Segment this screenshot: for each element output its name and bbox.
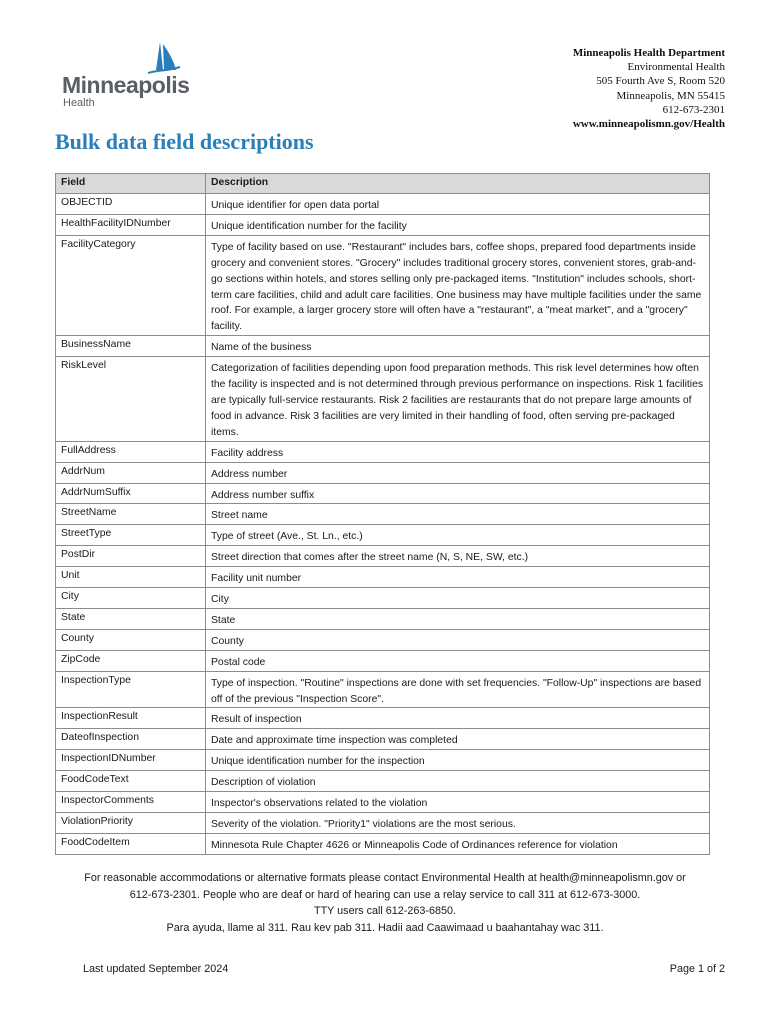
field-description-cell: Minnesota Rule Chapter 4626 or Minneapolis Code of Ordinances reference for violation — [206, 833, 710, 854]
field-name-cell: FullAddress — [56, 441, 206, 462]
field-name-cell: PostDir — [56, 546, 206, 567]
department-address-block — [573, 46, 725, 131]
field-description-cell: Date and approximate time inspection was completed — [206, 729, 710, 750]
table-row — [56, 792, 710, 813]
field-table — [55, 173, 710, 855]
field-name-cell: City — [56, 588, 206, 609]
field-description-cell: Unique identification number for the facility — [206, 214, 710, 235]
table-row — [56, 750, 710, 771]
website-link[interactable]: www.minneapolismn.gov/Health — [572, 118, 725, 131]
field-name-cell: RiskLevel — [56, 357, 206, 442]
table-row — [56, 357, 710, 442]
field-description-cell: Inspector's observations related to the violation — [206, 792, 710, 813]
field-name-cell: DateofInspection — [56, 729, 206, 750]
dept-name: Minneapolis Health Department — [572, 47, 725, 59]
footer-line4: Para ayuda, llame al 311. Rau kev pab 311. Hadii aad Caawimaad u baahantahay wac 311. — [166, 921, 604, 934]
field-description-cell: Street direction that comes after the street name (N, S, NE, SW, etc.) — [206, 546, 710, 567]
table-row — [56, 567, 710, 588]
field-name-cell: ViolationPriority — [56, 813, 206, 834]
table-row — [56, 833, 710, 854]
field-description-cell: Description of violation — [206, 771, 710, 792]
table-row — [56, 708, 710, 729]
table-row — [56, 671, 710, 708]
table-row — [56, 588, 710, 609]
field-name-cell: OBJECTID — [56, 194, 206, 215]
dept-division: Environmental Health — [627, 61, 725, 74]
table-row — [56, 235, 710, 335]
field-description-cell: County — [206, 629, 710, 650]
logo-text: Minneapolis — [62, 72, 190, 98]
header-description: Description — [206, 174, 710, 194]
field-description-cell: State — [206, 608, 710, 629]
table-row — [56, 608, 710, 629]
table-row — [56, 214, 710, 235]
field-description-cell: Name of the business — [206, 336, 710, 357]
field-name-cell: HealthFacilityIDNumber — [56, 214, 206, 235]
field-name-cell: StreetName — [56, 504, 206, 525]
header-field: Field — [56, 174, 206, 194]
field-name-cell: InspectionType — [56, 671, 206, 708]
table-row — [56, 629, 710, 650]
field-name-cell: FoodCodeItem — [56, 833, 206, 854]
field-description-cell: Type of street (Ave., St. Ln., etc.) — [206, 525, 710, 546]
table-row — [56, 194, 710, 215]
footer-line1: For reasonable accommodations or alternative formats please contact Environmental Health at health@minneapolismn.gov or — [84, 872, 686, 884]
field-description-cell: Facility address — [206, 441, 710, 462]
field-name-cell: FoodCodeText — [56, 771, 206, 792]
field-name-cell: InspectorComments — [56, 792, 206, 813]
field-name-cell: County — [56, 629, 206, 650]
field-name-cell: ZipCode — [56, 650, 206, 671]
table-row — [56, 336, 710, 357]
field-name-cell: State — [56, 608, 206, 629]
last-updated: Last updated September 2024 — [83, 963, 229, 975]
footer-line3: TTY users call 612-263-6850. — [313, 905, 457, 918]
field-description-cell: Unique identifier for open data portal — [206, 194, 710, 215]
field-name-cell: AddrNum — [56, 462, 206, 483]
field-name-cell: BusinessName — [56, 336, 206, 357]
field-description-cell: Type of inspection. "Routine" inspections are done with set frequencies. "Follow-Up" inspections are based off of the previous "Inspection Score". — [206, 671, 710, 708]
table-row — [56, 462, 710, 483]
field-description-cell: Result of inspection — [206, 708, 710, 729]
address-line2: Minneapolis, MN 55415 — [616, 89, 725, 102]
page-number: Page 1 of 2 — [669, 963, 725, 975]
table-row — [56, 729, 710, 750]
table-header-row — [56, 174, 710, 194]
field-description-cell: Unique identification number for the inspection — [206, 750, 710, 771]
field-description-cell: Categorization of facilities depending upon food preparation methods. This risk level determines how often the facility is inspected and is not determined through previous performance on inspections. Risk 1 facilities are typically full-service restaurants. Risk 2 facilities are restaurants that do not prepare large amounts of food in advance. Risk 3 facilities are very limited in their handling of food, often serving pre-packaged items. — [206, 357, 710, 442]
field-description-cell: Address number — [206, 462, 710, 483]
logo-subtext: Health — [63, 97, 95, 109]
accessibility-footer — [55, 870, 715, 936]
table-row — [56, 546, 710, 567]
field-name-cell: InspectionIDNumber — [56, 750, 206, 771]
phone: 612-673-2301 — [662, 103, 725, 116]
field-name-cell: StreetType — [56, 525, 206, 546]
table-row — [56, 813, 710, 834]
field-description-cell: Facility unit number — [206, 567, 710, 588]
field-description-cell: Street name — [206, 504, 710, 525]
table-row — [56, 771, 710, 792]
field-description-cell: Postal code — [206, 650, 710, 671]
table-row — [56, 525, 710, 546]
field-description-cell: City — [206, 588, 710, 609]
field-name-cell: Unit — [56, 567, 206, 588]
address-line1: 505 Fourth Ave S, Room 520 — [596, 75, 725, 88]
table-row — [56, 483, 710, 504]
field-description-cell: Type of facility based on use. "Restaurant" includes bars, coffee shops, prepared food departments inside grocery and convenient stores. "Grocery" includes traditional grocery stores, convenient stores, grab-and-go sections within hotels, and stores selling only pre-packaged items. "Institution" includes schools, short-term care facilities, child and adult care facilities. One business may have multiple facilities under the same roof. For example, a larger grocery store will often have a "restaurant", a "meat market", and a "grocery" facility. — [206, 235, 710, 335]
field-description-cell: Severity of the violation. "Priority1" violations are the most serious. — [206, 813, 710, 834]
field-name-cell: FacilityCategory — [56, 235, 206, 335]
field-name-cell: InspectionResult — [56, 708, 206, 729]
field-name-cell: AddrNumSuffix — [56, 483, 206, 504]
footer-line2: 612-673-2301. People who are deaf or hard of hearing can use a relay service to call 311 at 612-673-3000. — [129, 888, 641, 901]
table-row — [56, 504, 710, 525]
table-row — [56, 441, 710, 462]
page-title: Bulk data field descriptions — [55, 129, 314, 154]
table-row — [56, 650, 710, 671]
field-description-cell: Address number suffix — [206, 483, 710, 504]
